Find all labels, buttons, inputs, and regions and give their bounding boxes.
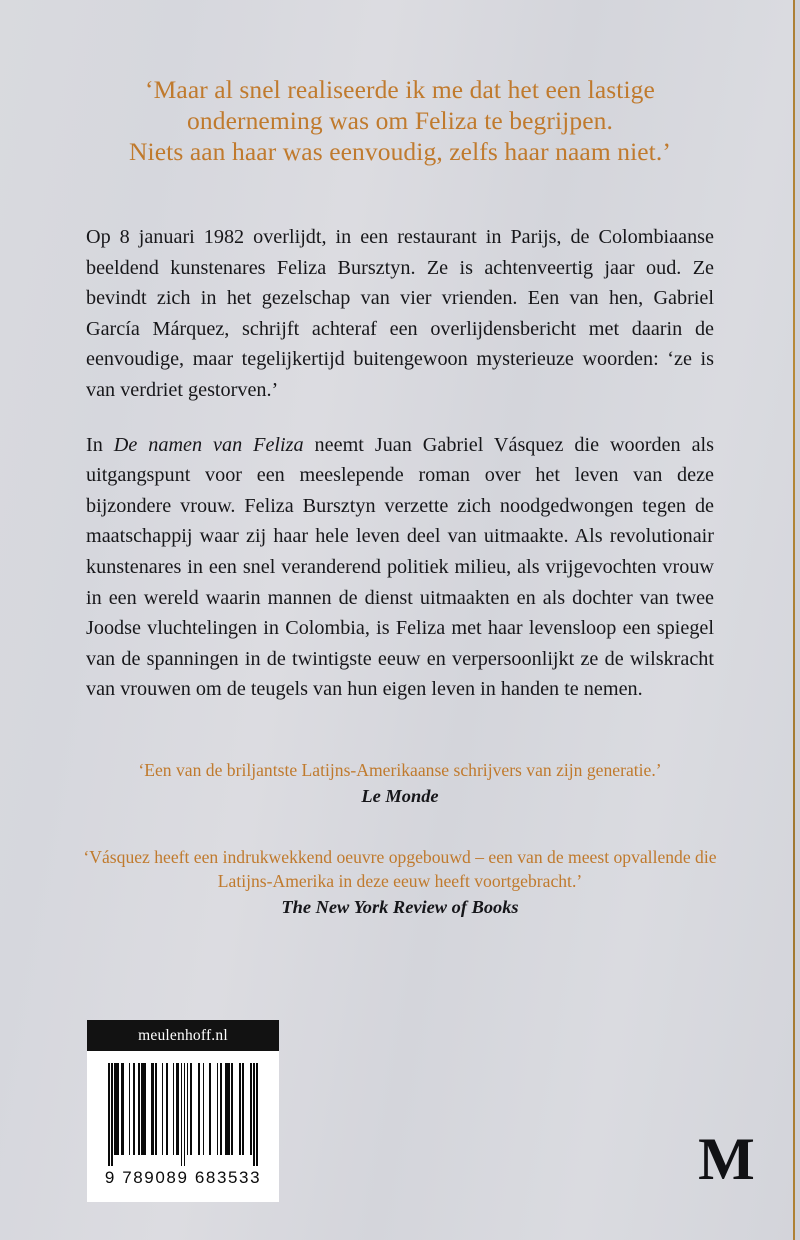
review-quote-1-source: Le Monde [361, 786, 439, 806]
spine-edge [793, 0, 795, 1240]
spine-padding [795, 0, 800, 1240]
barcode-digits: 9 789089 683533 [104, 1168, 262, 1187]
review-quote-2 [80, 845, 720, 919]
review-quote-2-text: ‘Vásquez heeft een indrukwekkend oeuvre opgebouwd – een van de meest opvallende die Latijns-Amerika in deze eeuw heeft voortgebracht.’ [83, 847, 717, 891]
barcode-bars [108, 1063, 258, 1166]
blurb-paragraph-2-rest: neemt Juan Gabriel Vásquez die woorden als uitgangspunt voor een meeslepende roman over het leven van deze bijzondere vrouw. Feliza Bursztyn verzette zich noodgedwongen tegen de maatschappij waar zij haar hele leven deel van uitmaakte. Als revolutionair kunstenares in een snel veranderend politiek milieu, als vrijgevochten vrouw in een wereld waarin mannen de dienst uitmaakten en als dochter van twee Joodse vluchtelingen in Colombia, is Feliza met haar levensloop een spiegel van de spanningen in de twintigste eeuw en verpersoonlijkt ze de wilskracht van vrouwen om de teugels van hun eigen leven in handen te nemen. [86, 433, 714, 701]
book-title: De namen van Feliza [113, 433, 304, 456]
publisher-logo: M [698, 1126, 754, 1192]
review-quote-2-source: The New York Review of Books [281, 897, 519, 917]
review-quote-1 [80, 758, 720, 808]
pull-quote-line-2: onderneming was om Feliza te begrijpen. [187, 106, 613, 135]
pull-quote [80, 74, 720, 167]
publisher-website: meulenhoff.nl [87, 1020, 279, 1051]
blurb-paragraph-1: Op 8 januari 1982 overlijdt, in een restaurant in Parijs, de Colombiaanse beeldend kunstenares Feliza Bursztyn. Ze is achtenveertig jaar oud. Ze bevindt zich in het gezelschap van vier vrienden. Een van hen, Gabriel García Márquez, schrijft achteraf een overlijdensbericht met daarin de eenvoudige, maar tegelijkertijd buitengewoon mysterieuze woorden: ‘ze is van verdriet gestorven.’ [86, 226, 714, 401]
pull-quote-line-1: ‘Maar al snel realiseerde ik me dat het een lastige [145, 75, 655, 104]
blurb-text [86, 222, 714, 705]
review-quote-1-text: ‘Een van de briljantste Latijns-Amerikaanse schrijvers van zijn generatie.’ [138, 760, 662, 780]
barcode-block [87, 1020, 279, 1202]
pull-quote-line-3: Niets aan haar was eenvoudig, zelfs haar naam niet.’ [129, 137, 671, 166]
blurb-paragraph-2-prefix: In [86, 433, 114, 456]
blurb-paragraph-2 [86, 430, 714, 705]
